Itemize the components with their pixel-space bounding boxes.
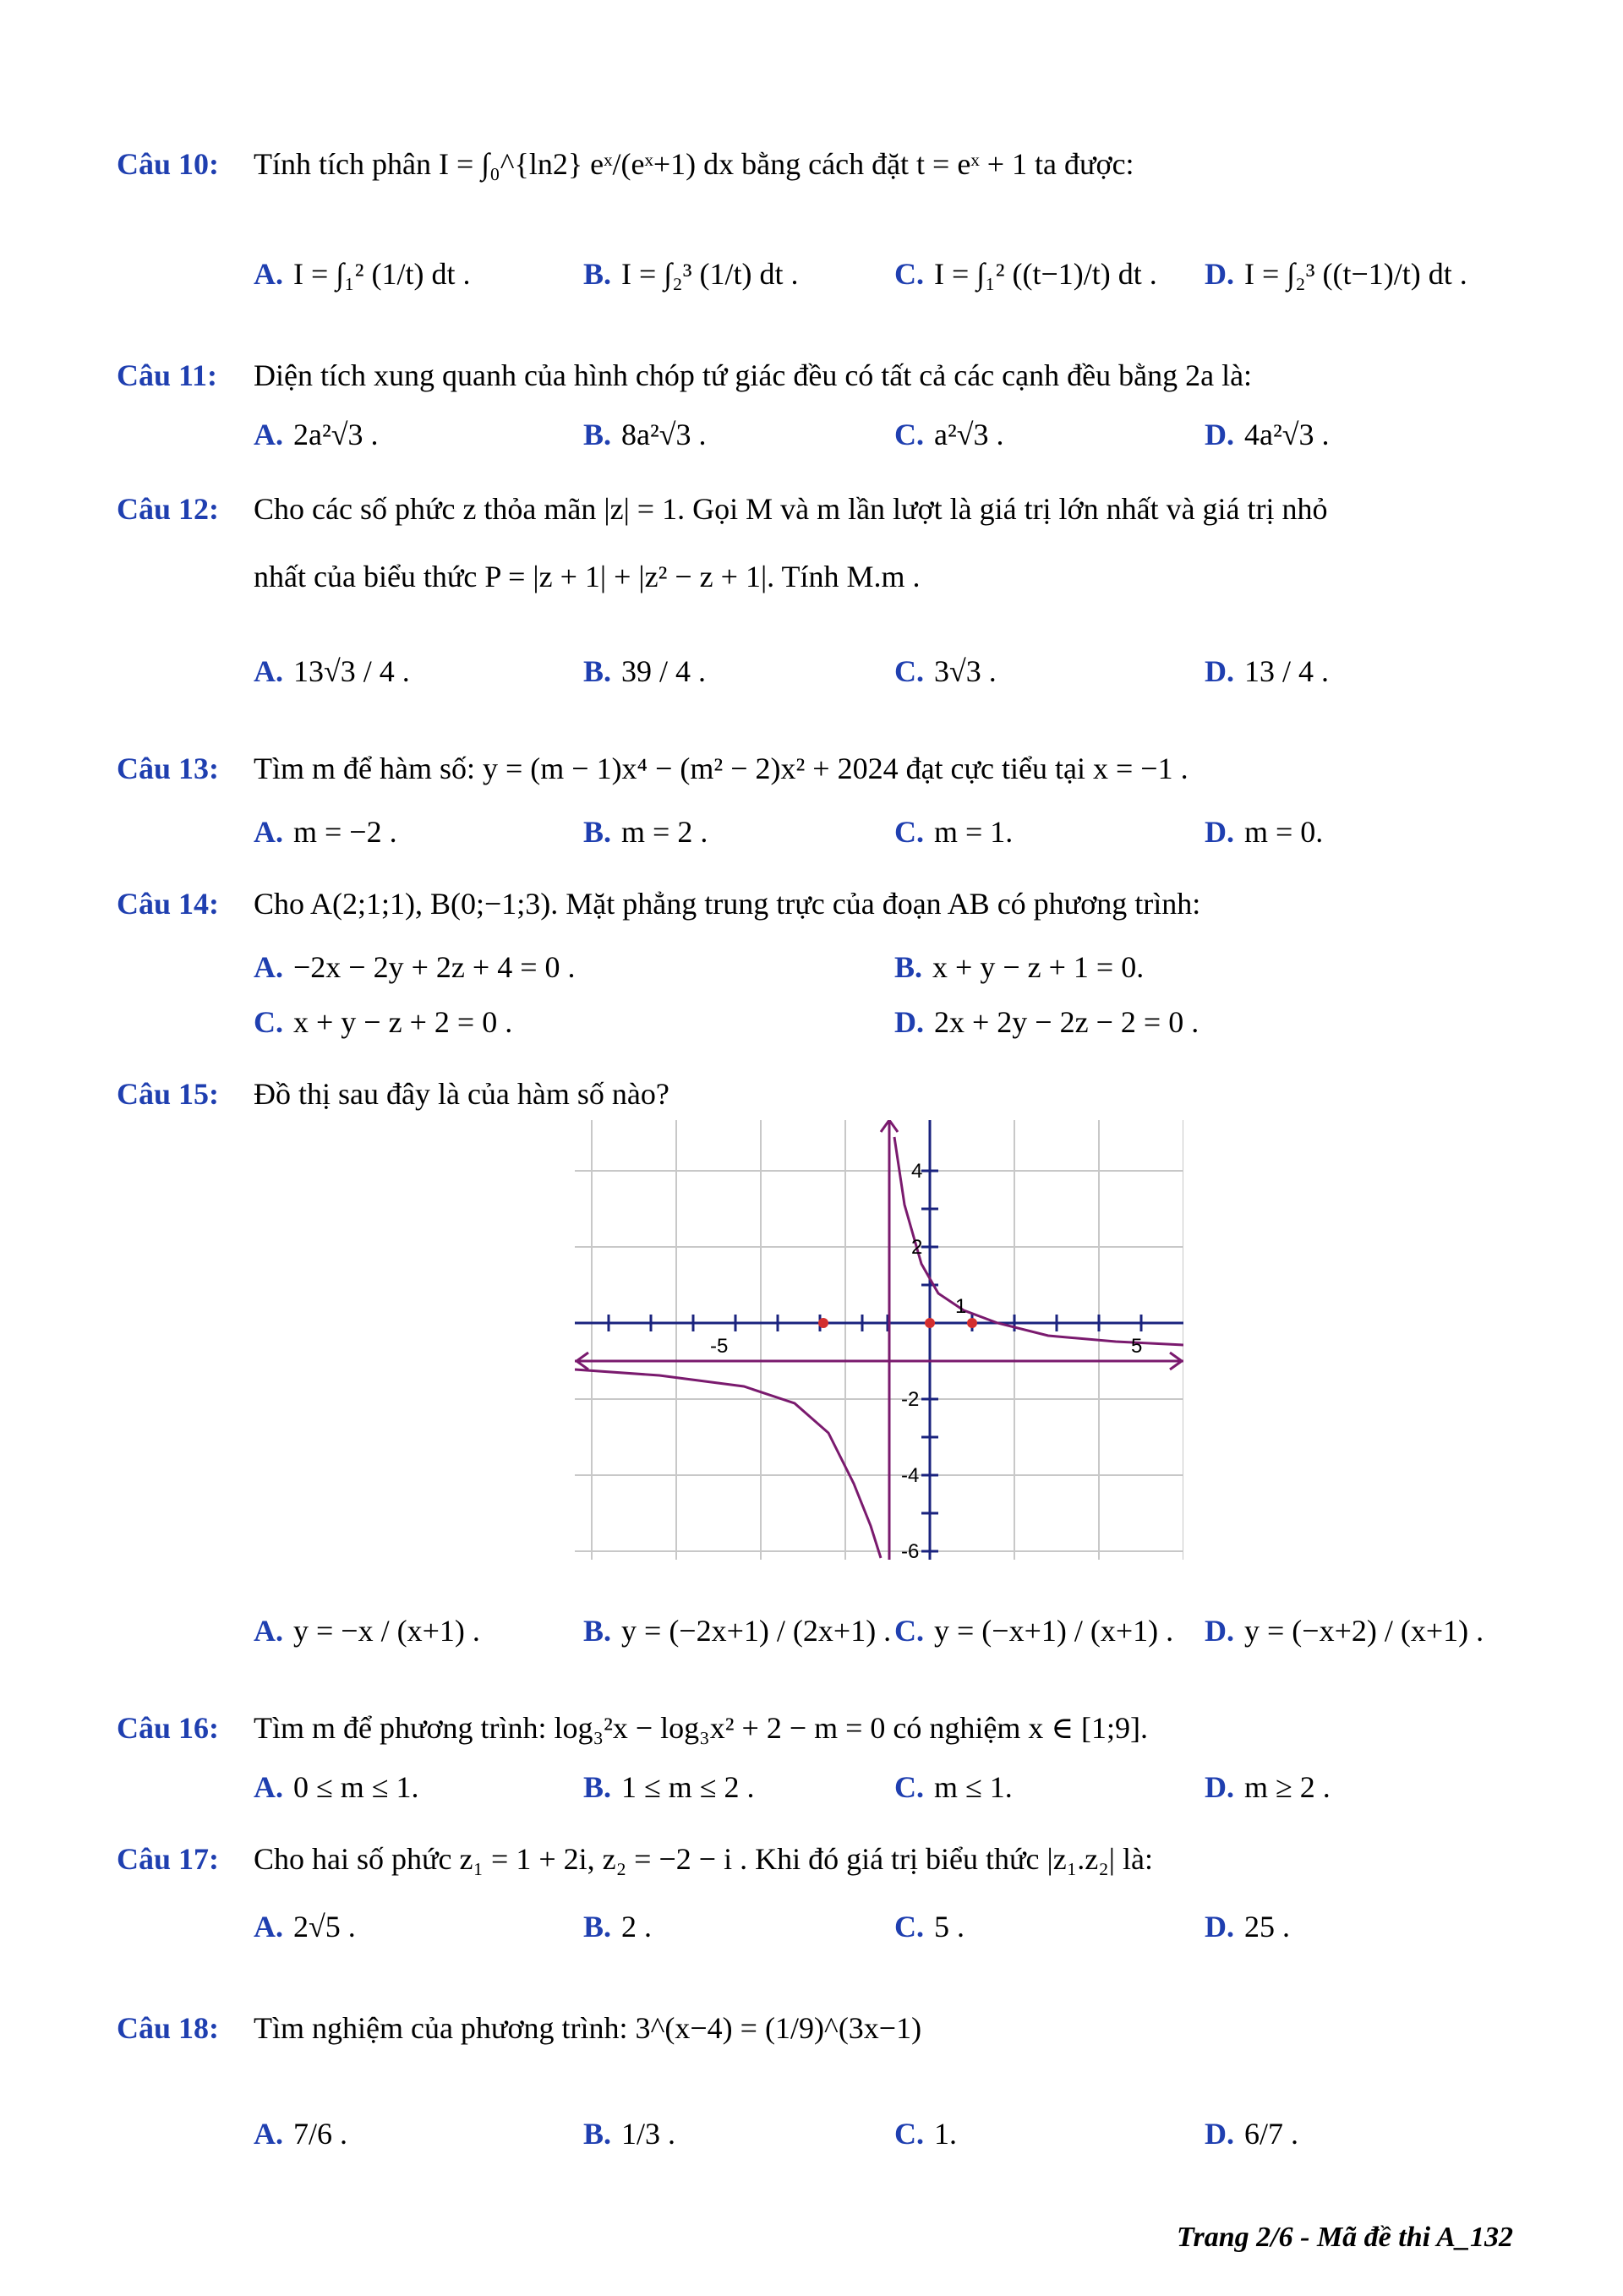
- question-label: Câu 13:: [117, 752, 220, 785]
- option-a: A. 0 ≤ m ≤ 1.: [254, 1770, 419, 1804]
- option-c: C. 5 .: [894, 1910, 965, 1943]
- option-d: D. 13 / 4 .: [1205, 654, 1330, 688]
- question-text: Tìm m để hàm số: y = (m − 1)x⁴ − (m² − 2)x² + 2024 đạt cực tiểu tại x = −1 .: [254, 752, 1189, 785]
- question-17: [117, 1839, 1520, 1879]
- question-label: Câu 18:: [117, 2011, 220, 2045]
- question-text: Tìm nghiệm của phương trình: 3^(x−4) = (1/9)^(3x−1): [254, 2011, 922, 2045]
- question-12: [117, 489, 1520, 529]
- question-text: Cho A(2;1;1), B(0;−1;3). Mặt phẳng trung trực của đoạn AB có phương trình:: [254, 887, 1201, 921]
- option-d: D. 6/7 .: [1205, 2117, 1299, 2151]
- question-text: Cho các số phức z thỏa mãn |z| = 1. Gọi M và m lần lượt là giá trị lớn nhất và giá trị nhỏ: [254, 492, 1328, 526]
- question-13: [117, 748, 1520, 789]
- question-14: [117, 883, 1520, 924]
- option-a: A. I = ∫₁² (1/t) dt .: [254, 257, 471, 291]
- option-a: A. m = −2 .: [254, 815, 397, 849]
- question-text: Đồ thị sau đây là của hàm số nào?: [254, 1077, 669, 1111]
- option-d: D. m ≥ 2 .: [1205, 1770, 1331, 1804]
- option-c: C. a²√3 .: [894, 418, 1004, 451]
- question-text-continued: nhất của biểu thức P = |z + 1| + |z² − z + 1|. Tính M.m .: [254, 560, 921, 593]
- option-b: B. m = 2 .: [583, 815, 708, 849]
- question-label: Câu 11:: [117, 358, 218, 392]
- option-b: B. 1 ≤ m ≤ 2 .: [583, 1770, 755, 1804]
- point-marker: [925, 1318, 935, 1328]
- tick-label: -2: [901, 1388, 920, 1411]
- tick-label: 5: [1131, 1335, 1143, 1358]
- option-b: B. I = ∫₂³ (1/t) dt .: [583, 257, 799, 291]
- option-a: A. 2a²√3 .: [254, 418, 379, 451]
- option-b: B. 1/3 .: [583, 2117, 676, 2151]
- question-10: [117, 144, 1520, 184]
- option-a: A. y = −x / (x+1) .: [254, 1614, 480, 1648]
- option-c: C. 3√3 .: [894, 654, 997, 688]
- tick-label: -4: [901, 1464, 920, 1487]
- option-a: A. 13√3 / 4 .: [254, 654, 410, 688]
- option-c: C. 1.: [894, 2117, 957, 2151]
- question-text: Tính tích phân I = ∫₀^{ln2} eˣ/(eˣ+1) dx bằng cách đặt t = eˣ + 1 ta được:: [254, 147, 1134, 181]
- page-footer: Trang 2/6 - Mã đề thi A_132: [1177, 2222, 1513, 2253]
- option-c: C. m ≤ 1.: [894, 1770, 1013, 1804]
- option-b: B. 2 .: [583, 1910, 653, 1943]
- option-a: A. −2x − 2y + 2z + 4 = 0 .: [254, 950, 576, 984]
- option-d: D. 2x + 2y − 2z − 2 = 0 .: [894, 1005, 1199, 1039]
- question-label: Câu 15:: [117, 1077, 220, 1111]
- option-d: D. I = ∫₂³ ((t−1)/t) dt .: [1205, 257, 1467, 291]
- question-label: Câu 10:: [117, 147, 220, 181]
- question-text: Diện tích xung quanh của hình chóp tứ giác đều có tất cả các cạnh đều bằng 2a là:: [254, 358, 1253, 392]
- option-b: B. 8a²√3 .: [583, 418, 707, 451]
- hyperbola-right-branch: [894, 1137, 1183, 1345]
- tick-label: 1: [955, 1295, 967, 1318]
- option-a: A. 7/6 .: [254, 2117, 348, 2151]
- option-d: D. y = (−x+2) / (x+1) .: [1205, 1614, 1484, 1648]
- question-18: [117, 2008, 1520, 2048]
- question-label: Câu 17:: [117, 1842, 220, 1876]
- option-c: C. I = ∫₁² ((t−1)/t) dt .: [894, 257, 1157, 291]
- question-11: [117, 355, 1520, 396]
- question-label: Câu 12:: [117, 492, 220, 526]
- question-text: Tìm m để phương trình: log₃²x − log₃x² + 2 − m = 0 có nghiệm x ∈ [1;9].: [254, 1711, 1149, 1745]
- tick-label: -6: [901, 1540, 920, 1563]
- option-b: B. x + y − z + 1 = 0.: [894, 950, 1145, 984]
- question-text: Cho hai số phức z₁ = 1 + 2i, z₂ = −2 − i . Khi đó giá trị biểu thức |z₁.z₂| là:: [254, 1842, 1153, 1876]
- option-d: D. m = 0.: [1205, 815, 1324, 849]
- function-graph: [575, 1120, 1183, 1577]
- tick-label: 2: [911, 1236, 923, 1259]
- option-d: D. 4a²√3 .: [1205, 418, 1330, 451]
- hyperbola-left-branch: [575, 1369, 881, 1558]
- option-d: D. 25 .: [1205, 1910, 1290, 1943]
- question-15: [117, 1074, 1520, 1114]
- question-label: Câu 14:: [117, 887, 220, 921]
- option-c: C. y = (−x+1) / (x+1) .: [894, 1614, 1174, 1648]
- option-c: C. x + y − z + 2 = 0 .: [254, 1005, 513, 1039]
- question-16: [117, 1708, 1520, 1748]
- option-c: C. m = 1.: [894, 815, 1014, 849]
- option-b: B. y = (−2x+1) / (2x+1) .: [583, 1614, 892, 1648]
- point-marker: [818, 1318, 828, 1328]
- option-b: B. 39 / 4 .: [583, 654, 707, 688]
- option-a: A. 2√5 .: [254, 1910, 356, 1943]
- point-marker: [967, 1318, 977, 1328]
- question-label: Câu 16:: [117, 1711, 220, 1745]
- tick-label: -5: [710, 1335, 729, 1358]
- tick-label: 4: [911, 1160, 923, 1183]
